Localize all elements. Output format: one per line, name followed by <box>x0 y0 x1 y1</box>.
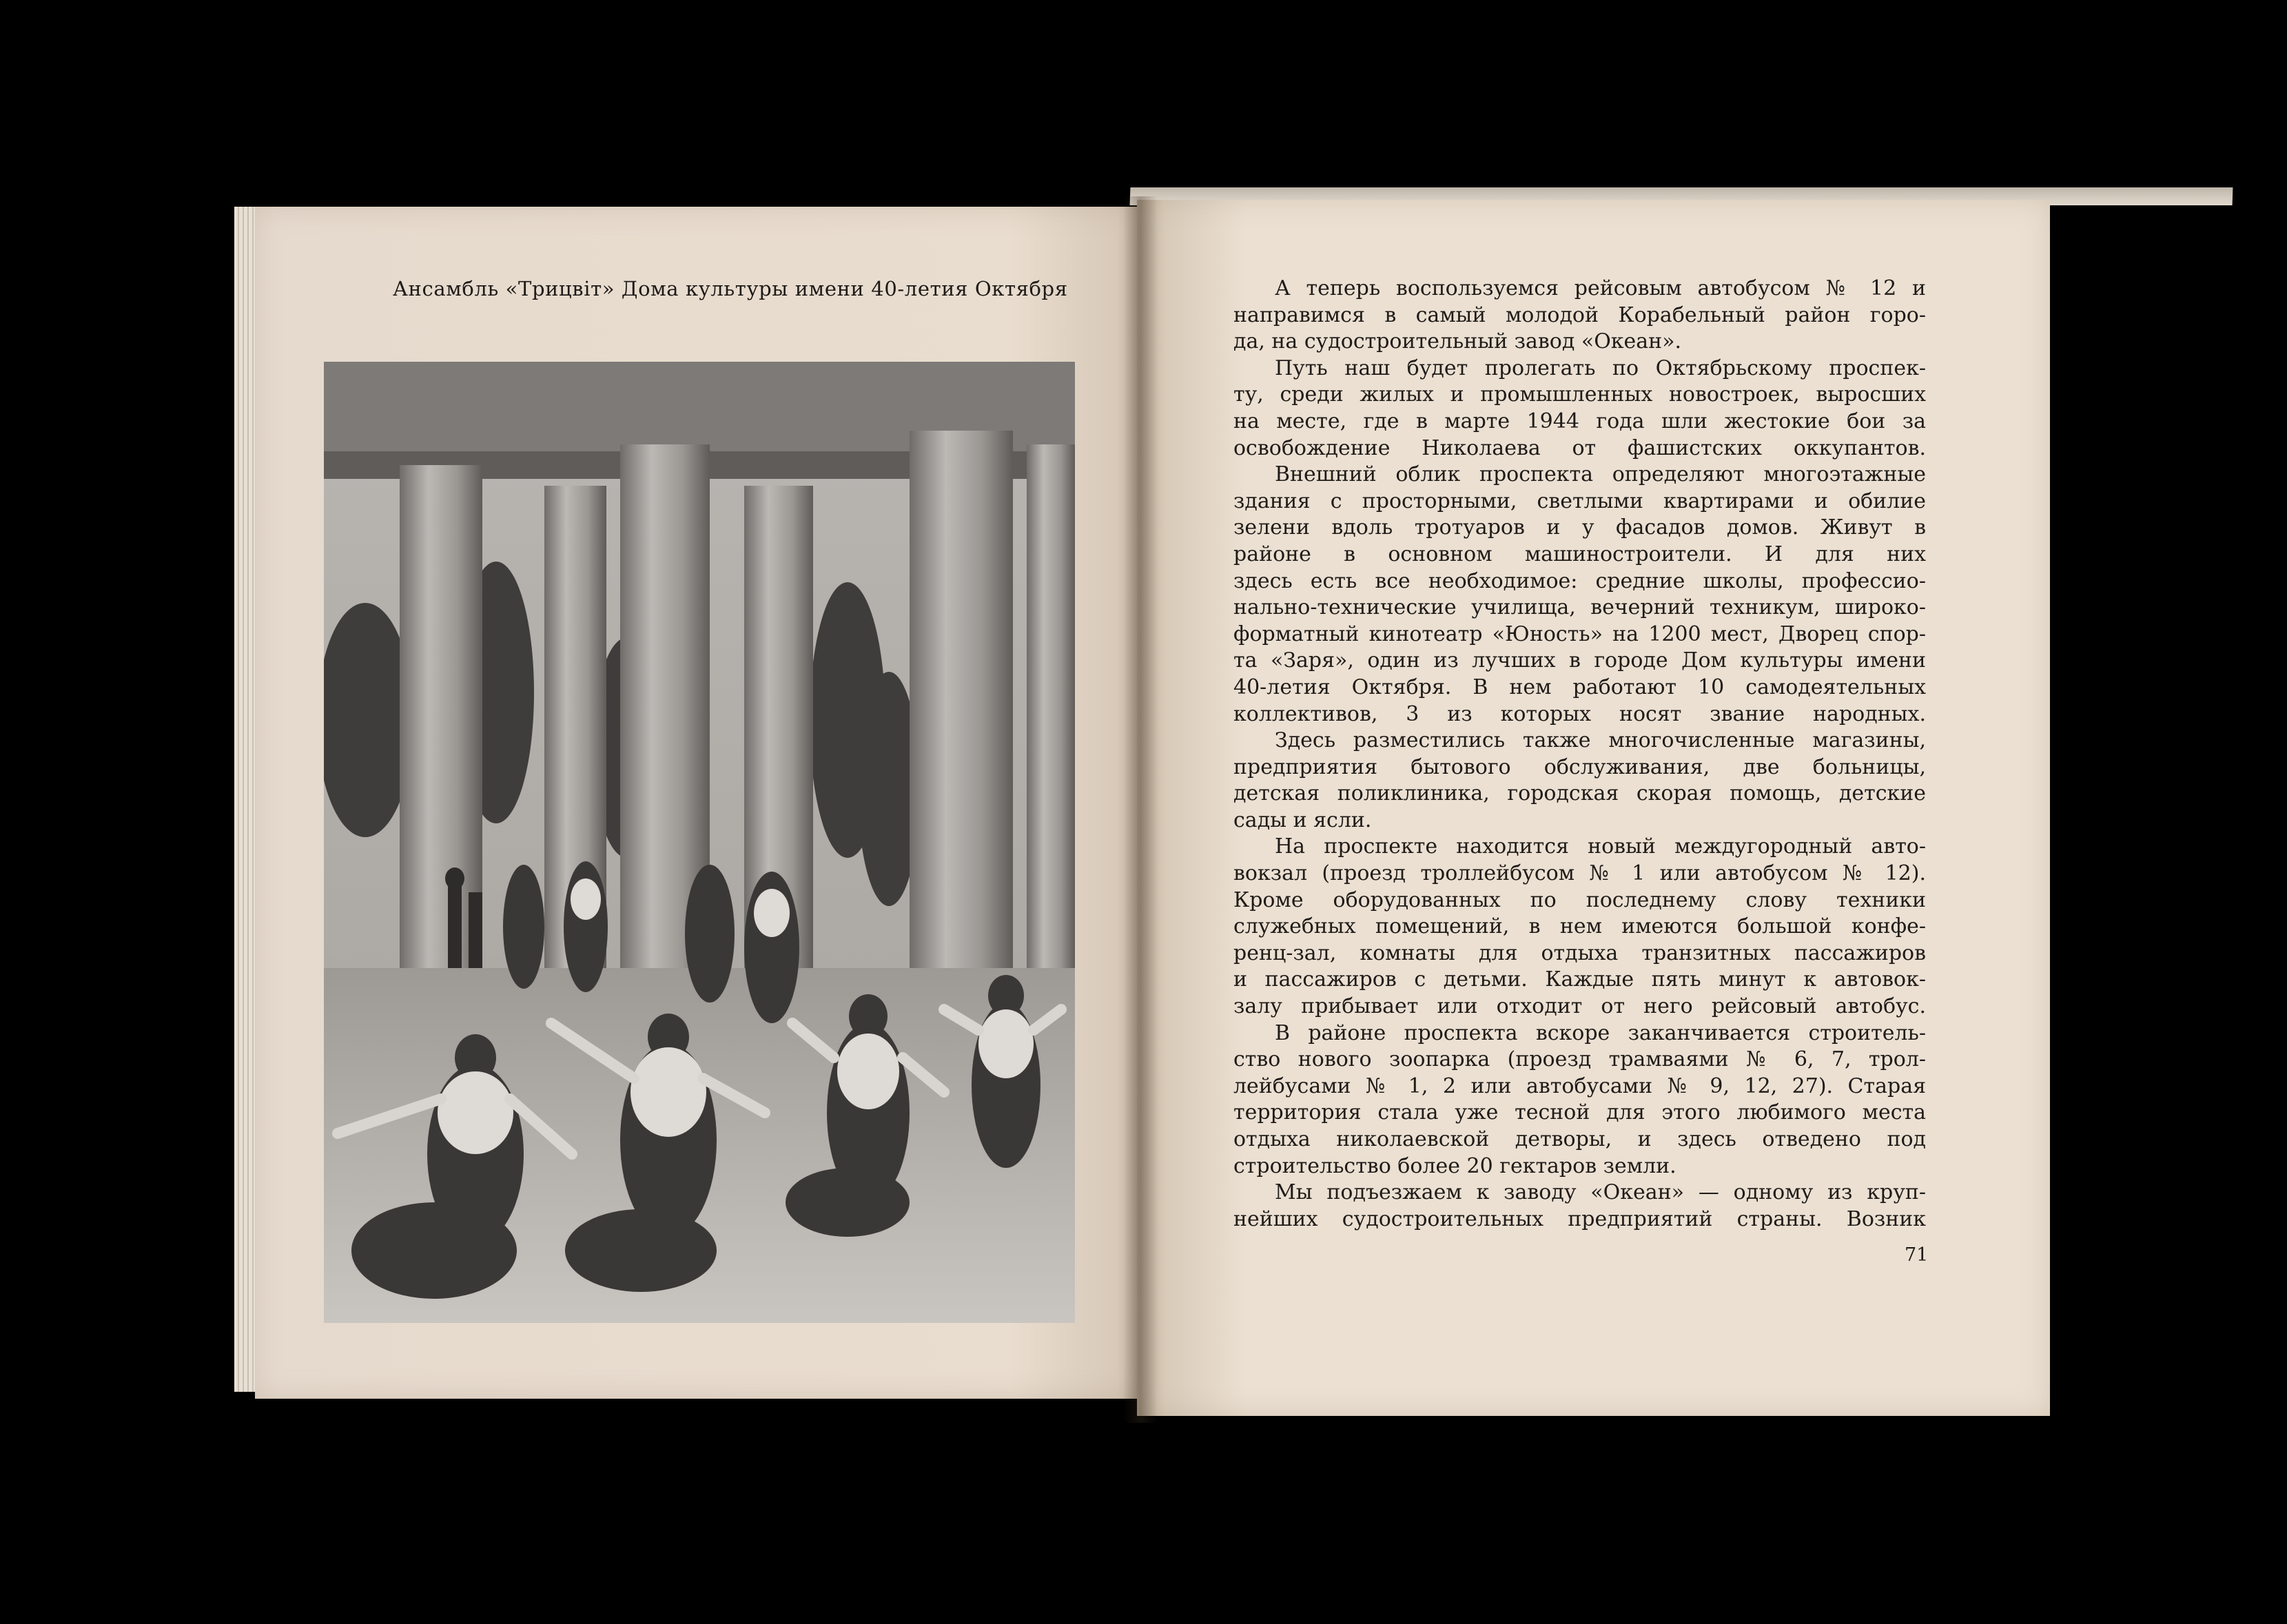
text-line: На проспекте находится новый междугородный авто- <box>1275 834 1926 859</box>
text-line: ту, среди жилых и промышленных новостроек, выросших <box>1233 382 1926 407</box>
text-line: залу прибывает или отходит от него рейсовый автобус. <box>1233 994 1926 1019</box>
text-line: да, на судостроительный завод «Океан». <box>1233 329 1682 354</box>
text-line: предприятия бытового обслуживания, две больницы, <box>1233 754 1926 779</box>
text-line: Мы подъезжаем к заводу «Океан» — одному из круп- <box>1275 1180 1926 1205</box>
book-gutter <box>1123 196 1158 1423</box>
body-text <box>1233 276 1926 1233</box>
text-line: и пассажиров с детьми. Каждые пять минут к автовок- <box>1233 967 1926 992</box>
dance-ensemble-photo <box>324 362 1075 1323</box>
text-line: вокзал (проезд троллейбусом № 1 или автобусом № 12). <box>1233 861 1926 886</box>
text-line: районе в основном машиностроители. И для них <box>1233 542 1926 566</box>
text-line: Внешний облик проспекта определяют многоэтажные <box>1275 462 1926 487</box>
text-line: та «Заря», один из лучших в городе Дом культуры имени <box>1233 648 1926 673</box>
text-line: В районе проспекта вскоре заканчивается строитель- <box>1275 1020 1926 1045</box>
text-line: коллективов, 3 из которых носят звание народных. <box>1233 701 1926 726</box>
text-line: Здесь разместились также многочисленные магазины, <box>1275 728 1926 753</box>
text-line: сады и ясли. <box>1233 808 1372 832</box>
text-line: А теперь воспользуемся рейсовым автобусом № 12 и <box>1275 276 1926 300</box>
text-line: 40-летия Октября. В нем работают 10 самодеятельных <box>1233 675 1926 699</box>
text-line: детская поликлиника, городская скорая помощь, детские <box>1233 781 1926 806</box>
text-line: служебных помещений, в нем имеются большой конфе- <box>1233 914 1926 939</box>
photo-caption: Ансамбль «Трицвіт» Дома культуры имени 40-летия Октября <box>393 277 1068 300</box>
text-line: территория стала уже тесной для этого любимого места <box>1233 1100 1926 1125</box>
page-number: 71 <box>1905 1244 1929 1266</box>
text-line: форматный кинотеатр «Юность» на 1200 мест, Дворец спор- <box>1233 621 1926 646</box>
text-line: Путь наш будет пролегать по Октябрьскому проспек- <box>1275 356 1926 380</box>
text-line: отдыха николаевской детворы, и здесь отведено под <box>1233 1127 1926 1151</box>
text-line: строительство более 20 гектаров земли. <box>1233 1153 1676 1178</box>
text-line: лейбусами № 1, 2 или автобусами № 9, 12, 27). Старая <box>1233 1073 1926 1098</box>
text-line: ренц-зал, комнаты для отдыха транзитных пассажиров <box>1233 941 1926 965</box>
text-line: освобождение Николаева от фашистских оккупантов. <box>1233 435 1926 460</box>
text-line: нально-технические училища, вечерний техникум, широко- <box>1233 595 1926 620</box>
text-line: здания с просторными, светлыми квартирами и обилие <box>1233 489 1926 513</box>
text-line: нейших судостроительных предприятий страны. Возник <box>1233 1206 1926 1231</box>
text-line: здесь есть все необходимое: средние школы, профессио- <box>1233 568 1926 593</box>
text-line: ство нового зоопарка (проезд трамваями № 6, 7, трол- <box>1233 1047 1926 1072</box>
text-line: зелени вдоль тротуаров и у фасадов домов. Живут в <box>1233 515 1926 540</box>
text-line: направимся в самый молодой Корабельный район горо- <box>1233 302 1926 327</box>
text-line: на месте, где в марте 1944 года шли жестокие бои за <box>1233 409 1926 433</box>
text-line: Кроме оборудованных по последнему слову техники <box>1233 887 1926 912</box>
